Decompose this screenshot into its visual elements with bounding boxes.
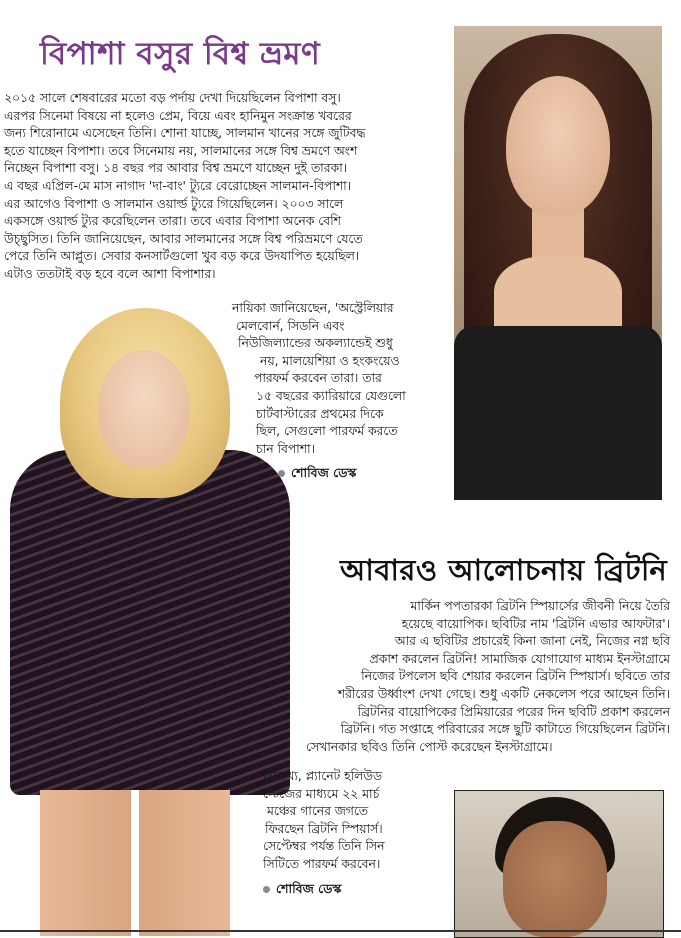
article2-cont-line: ফিরছেন ব্রিটনি স্পিয়ার্স। bbox=[265, 821, 383, 836]
article1-line: উচ্ছ্বসিত। তিনি জানিয়েছেন, আবার সালমানের সঙ্গে বিশ্ব পরিভ্রমণে যেতে bbox=[4, 231, 363, 246]
article2-byline: শোবিজ ডেস্ক bbox=[276, 880, 342, 896]
article1-byline-row bbox=[232, 464, 447, 482]
article1-line: ২০১৫ সালে শেষবারের মতো বড় পর্দায় দেখা দিয়েছিলেন বিপাশা বসু। bbox=[4, 91, 341, 105]
article1-cont-line: পারফর্ম করবেন তারা। তার bbox=[254, 371, 382, 386]
article2-line: নিজের টপলেস ছবি শেয়ার করলেন ব্রিটনি স্পিয়ার্স। ছবিতে তার bbox=[361, 669, 670, 684]
article2-cont-line: স্টেজের মাধ্যমে ২২ মার্চ bbox=[263, 786, 380, 801]
article1-cont-line: ছিল, সেগুলো পারফর্ম করতে bbox=[256, 424, 398, 439]
article2-cont-line: সেপ্টেম্বর পর্যন্ত তিনি সিন bbox=[263, 839, 385, 854]
man-photo bbox=[454, 790, 664, 938]
article2-line: ব্রিটনি। গত সপ্তাহে পরিবারের সঙ্গে ছুটি কাটাতে গিয়েছিলেন ব্রিটনি। bbox=[340, 722, 670, 737]
article1-cont-line: চার্টবাস্টারের প্রথমের দিকে bbox=[256, 406, 384, 421]
article2-byline-row bbox=[263, 880, 448, 898]
article2-line: শরীরের উর্ধ্বাংশ দেখা গেছে। শুধু একটি নেকলেস পরে আছেন তিনি। bbox=[337, 686, 670, 701]
article1-byline: শোবিজ ডেস্ক bbox=[291, 465, 357, 481]
article1-line: একসঙ্গে ওয়ার্ল্ড ট্যুর করেছিলেন তারা। তবে এবার বিপাশা অনেক বেশি bbox=[4, 214, 341, 229]
bullet-icon bbox=[278, 470, 285, 477]
article2-line: প্রকাশ করলেন ব্রিটনি! সামাজিক যোগাযোগ মাধ্যম ইনস্টাগ্রামে bbox=[369, 651, 670, 666]
article1-line: এরপর সিনেমা বিষয়ে না হলেও প্রেম, বিয়ে এবং হানিমুন সংক্রান্ত খবরের bbox=[4, 108, 352, 123]
article1-body bbox=[4, 90, 449, 284]
article1-line: এটাও ততটাই বড় হবে বলে আশা বিপাশার। bbox=[4, 266, 216, 281]
article2-line: আর এ ছবিটির প্রচারেই কিনা জানা নেই, নিজের নগ্ন ছবি bbox=[394, 634, 670, 649]
article1-cont-line: নয়, মালয়েশিয়া ও হংকংয়েও bbox=[260, 353, 400, 368]
article1-line: নিচ্ছেন বিপাশা বসু। ১৪ বছর পর আবার বিশ্ব ভ্রমণে যাচ্ছেন দুই তারকা। bbox=[4, 161, 348, 176]
article2-continuation bbox=[263, 768, 448, 897]
article2-cont-line: উল্লেখ্য, প্ল্যানেট হলিউড bbox=[263, 769, 382, 783]
article1-headline: বিপাশা বসুর বিশ্ব ভ্রমণ bbox=[40, 36, 321, 72]
article2-line: হয়েছে বায়োপিক। ছবিটির নাম 'ব্রিটনি এভার আফটার'। bbox=[401, 616, 670, 631]
article2-body bbox=[300, 598, 670, 756]
article1-cont-line: চান বিপাশা। bbox=[256, 441, 315, 456]
article1-continuation bbox=[232, 300, 447, 482]
article2-headline: আবারও আলোচনায় ব্রিটনি bbox=[340, 553, 668, 587]
article1-line: জন্য শিরোনামে এসেছেন তিনি। শোনা যাচ্ছে, সালমান খানের সঙ্গে জুটিবদ্ধ bbox=[4, 126, 366, 141]
article1-line: এ বছর এপ্রিল-মে মাস নাগাদ 'দা-বাং' ট্যুরে বেরোচ্ছেন সালমান-বিপাশা। bbox=[4, 178, 352, 193]
bottom-divider bbox=[0, 930, 681, 932]
article1-cont-line: নিউজিল্যান্ডের অকল্যান্ডেই শুধু bbox=[238, 336, 393, 351]
article2-line: ব্রিটনির বায়োপিকের প্রিমিয়ারের পরের দিন ছবিটি প্রকাশ করলেন bbox=[357, 704, 670, 719]
bullet-icon bbox=[263, 886, 270, 893]
article1-line: হতে যাচ্ছেন বিপাশা। তবে সিনেমায় নয়, সালমানের সঙ্গে বিশ্ব ভ্রমণে অংশ bbox=[4, 143, 358, 158]
article2-cont-line: মঞ্চের গানের জগতে bbox=[267, 804, 368, 819]
bipasha-photo bbox=[454, 26, 662, 500]
article1-cont-line: নায়িকা জানিয়েছেন, 'অস্ট্রেলিয়ার bbox=[232, 301, 394, 315]
article2-line: মার্কিন পপতারকা ব্রিটনি স্পিয়ার্সের জীবনী নিয়ে তৈরি bbox=[410, 599, 670, 613]
article2-cont-line: সিটিতে পারফর্ম করবেন। bbox=[263, 856, 381, 871]
article1-cont-line: মেলবোর্ন, সিডনি এবং bbox=[236, 318, 345, 333]
article1-line: পেরে তিনি আপ্লুত। সেবার কনসার্টগুলো খুব বড় করে উদযাপিত হয়েছিল। bbox=[4, 249, 360, 264]
article1-line: এর আগেও বিপাশা ও সালমান ওয়ার্ল্ড ট্যুরে গিয়েছিলেন। ২০০৩ সালে bbox=[4, 196, 344, 211]
article2-line: সেখানকার ছবিও তিনি পোস্ট করেছেন ইনস্টাগ্রামে। bbox=[306, 739, 553, 754]
article1-cont-line: ১৫ বছরের ক্যারিয়ারে যেগুলো bbox=[256, 388, 406, 403]
